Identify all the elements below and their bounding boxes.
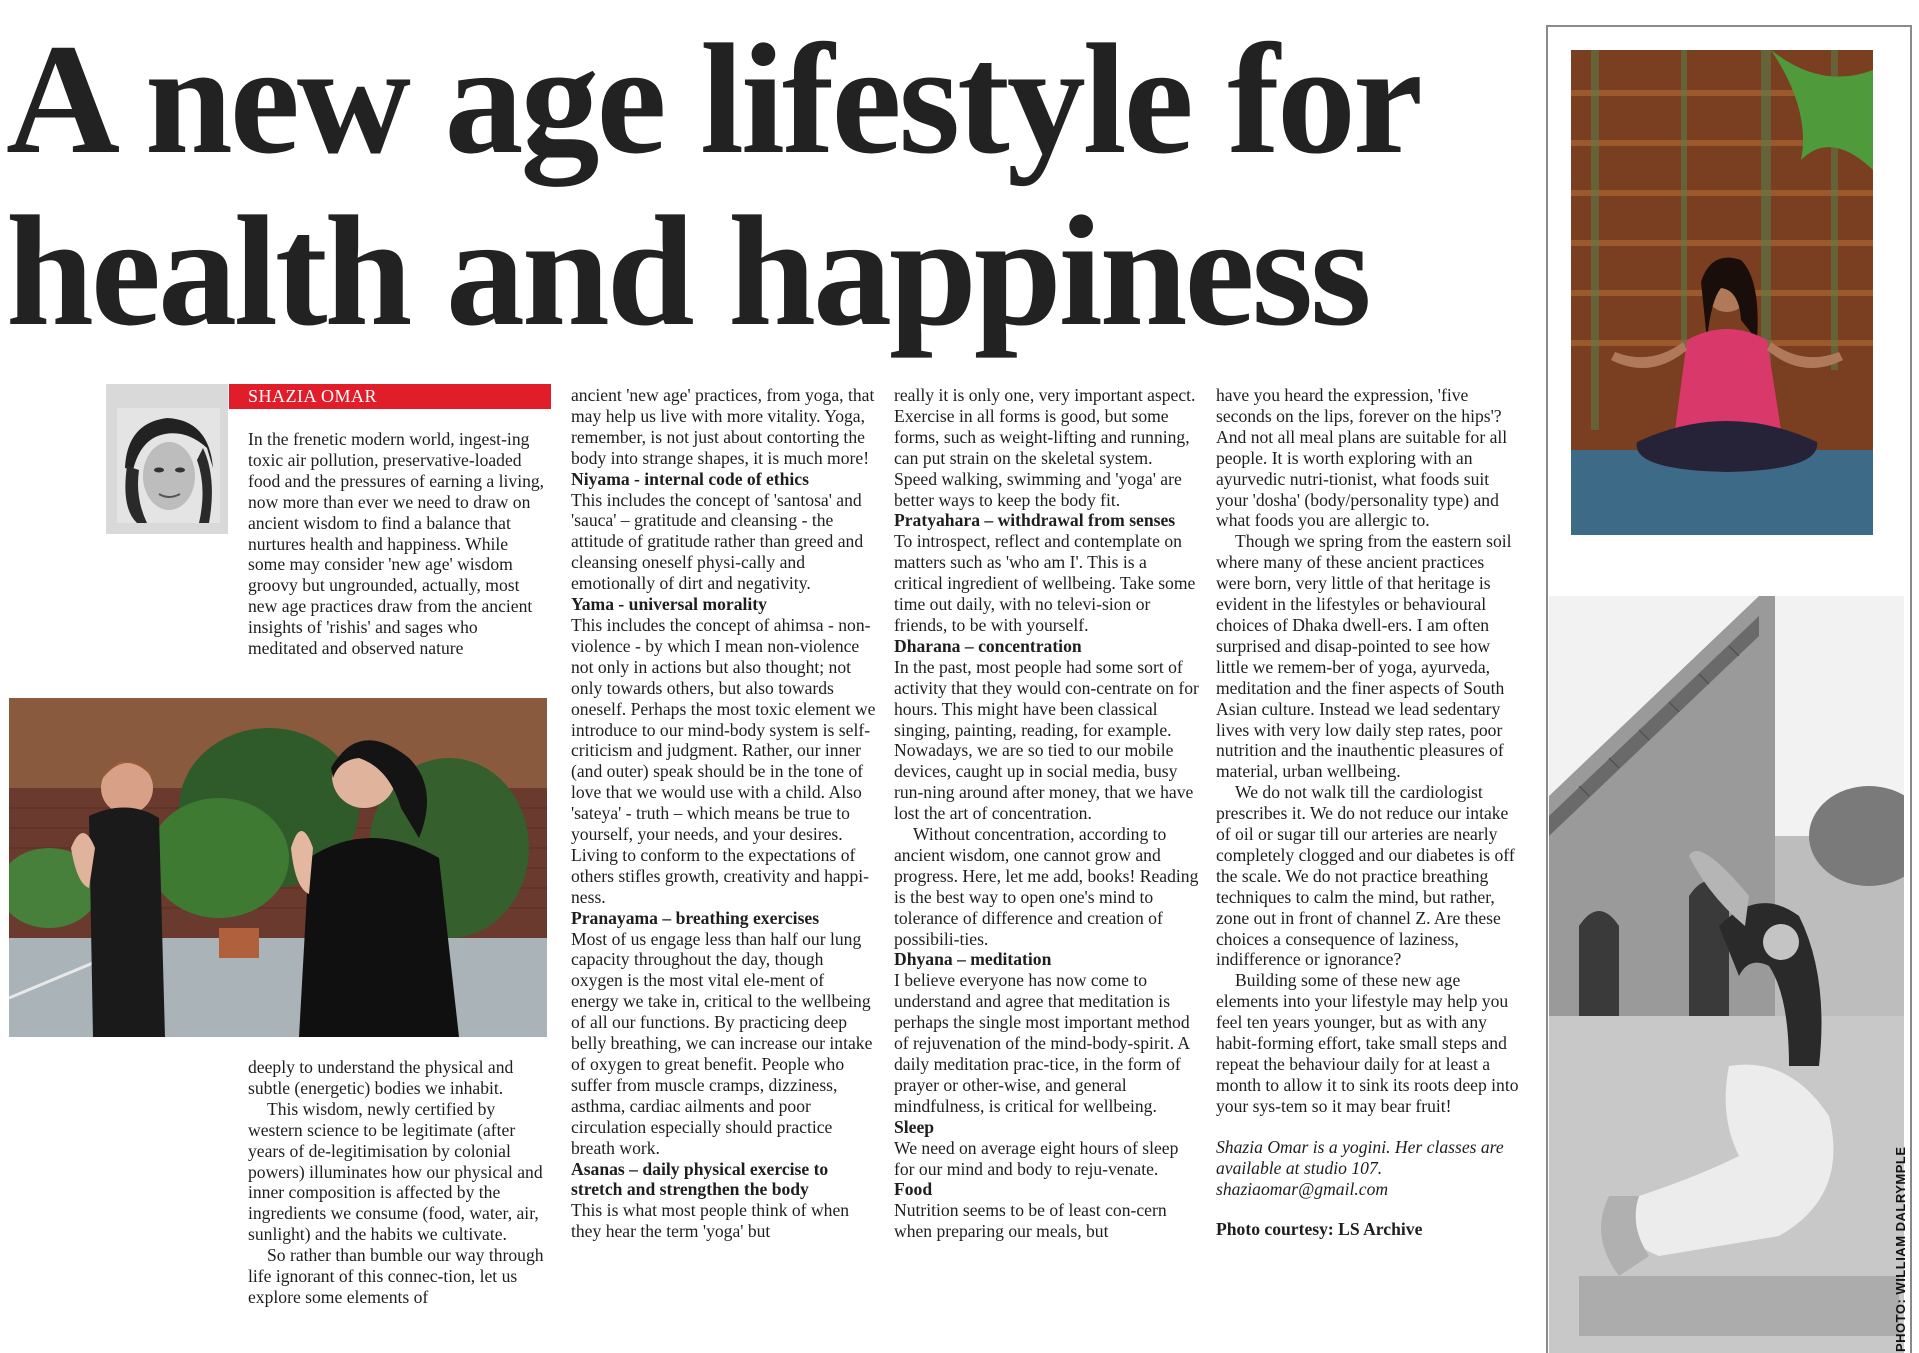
byline: SHAZIA OMAR — [229, 384, 551, 409]
column-3 — [894, 385, 1199, 1242]
author-portrait — [117, 408, 220, 523]
paragraph: In the past, most people had some sort of activity that they would con-centrate on for hours. This might have been classical singing, painting, reading, for example. Nowadays, we are so tied to our mobile devices, caught up in social media, busy run-ning around after money, that we have lost the art of concentration. — [894, 656, 1199, 824]
paragraph: have you heard the expression, 'five seconds on the lips, forever on the hips'? And not all meal plans are suitable for all people. It is worth exploring with an ayurvedic nutri-tionist, what foods suit your 'dosha' (body/personality type) and what foods you are allergic to. — [1216, 385, 1508, 531]
paragraph: Nutrition seems to be of least con-cern when preparing our meals, but — [894, 1200, 1167, 1242]
subheading: Asanas – daily physical exercise to stretch and strengthen the body — [571, 1158, 829, 1200]
subheading: Niyama - internal code of ethics — [571, 468, 809, 489]
paragraph: I believe everyone has now come to understand and agree that meditation is perhaps the single most important method of rejuvenation of the mind-body-spirit. A daily meditation prac-tice, in the form of prayer or other-wise, and general mindfulness, is critical for wellbeing. — [894, 970, 1190, 1116]
photo-credit: PHOTO: WILLIAM DALRYMPLE — [1893, 1146, 1908, 1352]
column-4 — [1216, 385, 1521, 1240]
paragraph: This is what most people think of when they hear the term 'yoga' but — [571, 1200, 850, 1242]
jantar-mantar-yoga-photo — [1549, 596, 1904, 1353]
subheading: Sleep — [894, 1116, 935, 1137]
paragraph: really it is only one, very important aspect. Exercise in all forms is good, but some forms, such as weight-lifting and running, can put strain on the skeletal system. Speed walking, swimming and 'yoga' are better ways to keep the body fit. — [894, 385, 1196, 510]
subheading: Yama - universal morality — [571, 594, 767, 615]
subheading: Pranayama – breathing exercises — [571, 907, 820, 928]
column-1-top — [248, 429, 548, 659]
author-tagline: Shazia Omar is a yogini. Her classes are available at studio 107. shaziaomar@gmail.com — [1216, 1136, 1504, 1199]
meditation-photo — [1571, 50, 1873, 535]
headline — [6, 14, 1526, 358]
paragraph: Without concentration, according to ancient wisdom, one cannot grow and progress. Here, let me add, books! Reading is the best way to open one's mind to tolerance of difference and creation of possibili-ties. — [894, 824, 1199, 949]
paragraph: Most of us engage less than half our lung capacity throughout the day, though oxygen is the most vital ele-ment of energy we take in, critical to the wellbeing of all our functions. By practicing deep belly breathing, we can increase our intake of oxygen to great benefit. People who suffer from muscle cramps, dizziness, asthma, cardiac ailments and poor circulation especially should practice breath work. — [571, 928, 873, 1158]
paragraph: We do not walk till the cardiologist prescribes it. We do not reduce our intake of oil or sugar till our arteries are nearly completely clogged and our diabetes is off the scale. We do not practice breathing techniques to calm the mind, but rather, zone out in front of channel Z. Are these choices a consequence of laziness, indifference or ignorance? — [1216, 782, 1515, 970]
subheading: Dharana – concentration — [894, 635, 1082, 656]
paragraph: This wisdom, newly certified by western science to be legitimate (after years of de-legitimisation by colonial powers) illuminates how our physical and inner composition is affected by the ingredients we consume (food, water, air, sunlight) and the habits we cultivate. — [248, 1098, 543, 1245]
column-1-bottom — [248, 1057, 548, 1308]
paragraph: In the frenetic modern world, ingest-ing toxic air pollution, preservative-loaded food and the pressures of earning a living, now more than ever we need to draw on ancient wisdom to find a balance that nurtures health and happiness. While some may consider 'new age' wisdom groovy but ungrounded, actually, most new age practices draw from the ancient insights of 'rishis' and sages who meditated and observed nature — [248, 429, 545, 659]
column-2 — [571, 385, 876, 1242]
author-portrait-frame — [106, 384, 228, 534]
subheading: Dhyana – meditation — [894, 949, 1052, 970]
photo-courtesy: Photo courtesy: LS Archive — [1216, 1219, 1423, 1240]
subheading: Pratyahara – withdrawal from senses — [894, 510, 1176, 531]
paragraph: We need on average eight hours of sleep for our mind and body to reju-venate. — [894, 1137, 1179, 1179]
paragraph: ancient 'new age' practices, from yoga, that may help us live with more vitality. Yoga, remember, is not just about contorting the body into strange shapes, it is much more! — [571, 385, 875, 468]
subheading: Food — [894, 1179, 933, 1200]
yoga-class-photo — [9, 698, 547, 1037]
paragraph: This includes the concept of 'santosa' and 'sauca' – gratitude and cleansing - the attitude of gratitude rather than greed and cleansing oneself physi-cally and emotionally of dirt and negativity. — [571, 489, 864, 594]
paragraph: So rather than bumble our way through life ignorant of this connec-tion, let us explore some elements of — [248, 1245, 544, 1307]
paragraph: Building some of these new age elements into your lifestyle may help you feel ten years younger, but as with any habit-forming effort, take small steps and repeat the behaviour daily for at least a month to allow it to sink its roots deep into your sys-tem so it may bear fruit! — [1216, 970, 1519, 1116]
paragraph: To introspect, reflect and contemplate on matters such as 'who am I'. This is a critical ingredient of wellbeing. Take some time out daily, with no televi-sion or friends, to be with yourself. — [894, 531, 1196, 635]
paragraph: deeply to understand the physical and subtle (energetic) bodies we inhabit. — [248, 1057, 514, 1098]
headline-line-2: health and happiness — [6, 184, 1369, 359]
headline-line-1: A new age lifestyle for — [6, 12, 1421, 187]
paragraph: Though we spring from the eastern soil where many of these ancient practices were born, very little of that heritage is evident in the lifestyles or behavioural choices of Dhaka dwell-ers. I am often surprised and disap-pointed to see how little we remem-ber of yoga, ayurveda, meditation and the finer aspects of South Asian culture. Instead we lead sedentary lives with very low daily step rates, poor nutrition and the inauthentic pleasures of material, urban wellbeing. — [1216, 531, 1512, 782]
paragraph: This includes the concept of ahimsa - non-violence - by which I mean non-violence not only in actions but also thought; not only towards others, but also towards oneself. Perhaps the most toxic element we introduce to our mind-body system is self-criticism and judgment. Rather, our inner (and outer) speak should be in the tone of love that we would use with a child. Also 'sateya' - truth – which means be true to yourself, your needs, and your desires. Living to conform to the expectations of others stifles growth, creativity and happi-ness. — [571, 614, 876, 907]
